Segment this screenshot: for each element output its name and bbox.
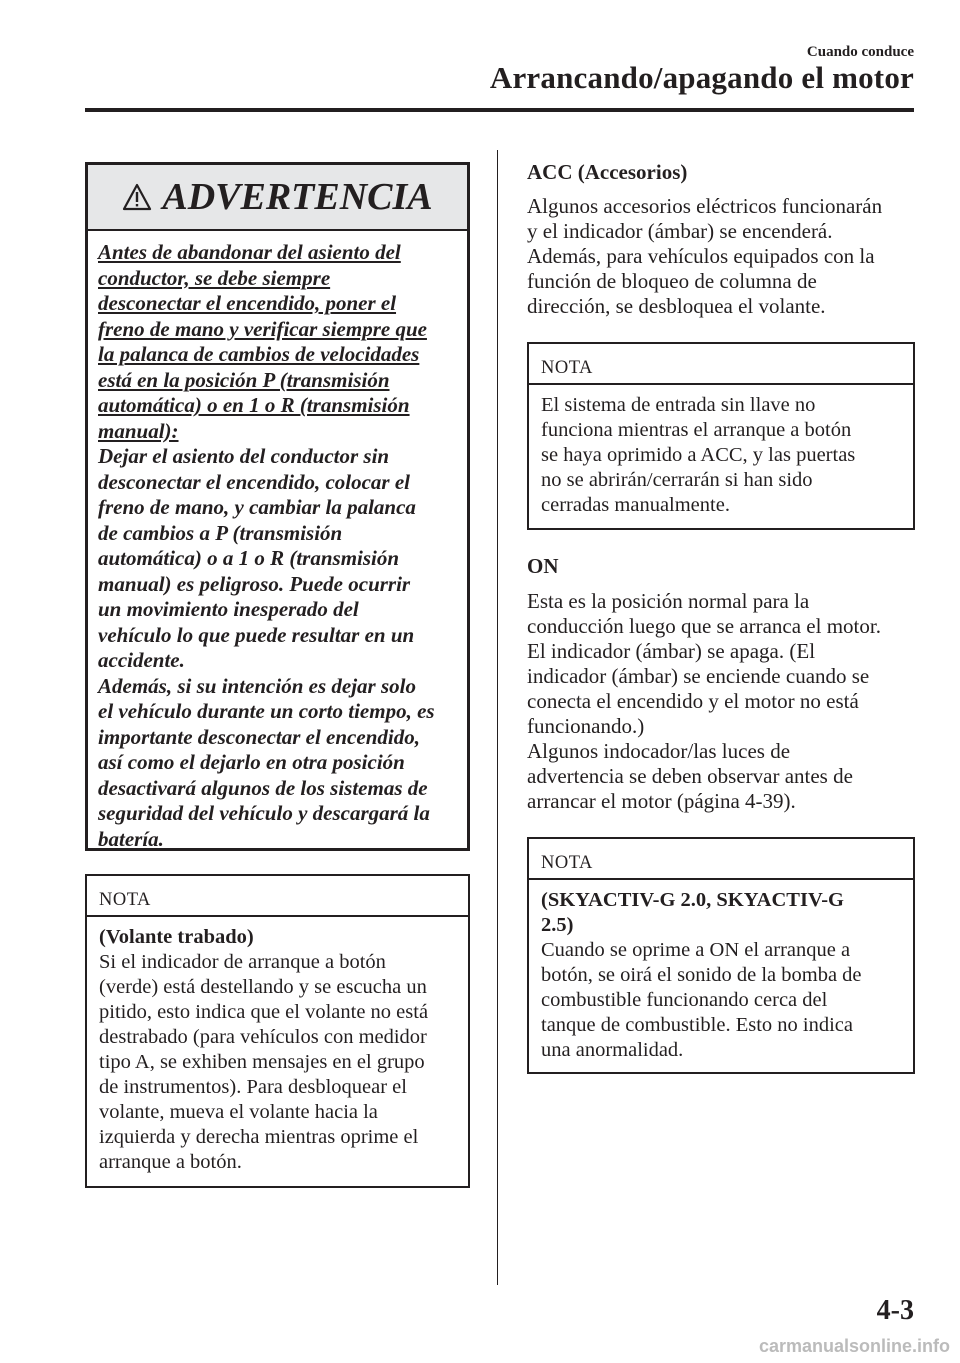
note-box-steering-locked [85, 874, 470, 1188]
note-line: arranque a botón. [99, 1151, 242, 1173]
note-line: Cuando se oprime a ON el arranque a [541, 939, 851, 961]
note-body [87, 917, 468, 1175]
note-body [529, 385, 913, 518]
acc-paragraph [527, 194, 882, 319]
warning-line: Además, si su intención es dejar solo [98, 673, 416, 698]
note-line: combustible funcionando cerca del [541, 989, 828, 1011]
note-body [529, 880, 913, 1063]
on-line: Algunos indocador/las luces de [527, 739, 791, 763]
note-box-fuel-pump [527, 837, 915, 1074]
note-subheading: 2.5) [541, 914, 574, 936]
warning-line: conductor, se debe siempre [98, 265, 331, 290]
note-line: funciona mientras el arranque a botón [541, 419, 852, 441]
on-line: Esta es la posición normal para la [527, 589, 810, 613]
warning-box [85, 162, 470, 851]
note-line: pitido, esto indica que el volante no está [99, 1001, 429, 1023]
on-line: conducción luego que se arranca el motor. [527, 614, 881, 638]
warning-line: manual) es peligroso. Puede ocurrir [98, 571, 411, 596]
on-line: indicador (ámbar) se enciende cuando se [527, 664, 870, 688]
note-line: cerradas manualmente. [541, 494, 730, 516]
warning-line: freno de mano, y cambiar la palanca [98, 495, 416, 519]
on-line: arrancar el motor (página 4-39). [527, 789, 796, 813]
section-label: Cuando conduce [806, 44, 914, 60]
note-line: una anormalidad. [541, 1039, 684, 1061]
column-divider [497, 150, 498, 1285]
note-box-keyless [527, 342, 915, 530]
on-heading: ON [527, 554, 559, 578]
note-line: destrabado (para vehículos con medidor [99, 1026, 427, 1048]
warning-line: así como el dejarlo en otra posición [98, 750, 405, 774]
note-line: tanque de combustible. Esto no indica [541, 1014, 853, 1036]
warning-line: un movimiento inesperado del [98, 597, 359, 621]
warning-line: manual): [98, 418, 179, 443]
note-line: botón, se oirá el sonido de la bomba de [541, 964, 862, 986]
note-line: no se abrirán/cerrarán si han sido [541, 469, 813, 491]
note-line: tipo A, se exhiben mensajes en el grupo [99, 1051, 425, 1073]
warning-line: seguridad del vehículo y descargará la [98, 801, 430, 825]
warning-line: desactivará algunos de los sistemas de [98, 775, 428, 800]
note-label: NOTA [87, 876, 468, 917]
warning-line: desconectar el encendido, colocar el [98, 469, 411, 494]
warning-line: freno de mano y verificar siempre que [98, 316, 427, 341]
on-line: conecta el encendido y el motor no está [527, 689, 859, 713]
note-line: de instrumentos). Para desbloquear el [99, 1076, 407, 1098]
note-line: (verde) está destellando y se escucha un [99, 976, 427, 998]
warning-line: el vehículo durante un corto tiempo, es [98, 699, 435, 723]
warning-line: vehículo lo que puede resultar en un [98, 622, 415, 647]
warning-line: Dejar el asiento del conductor sin [98, 444, 390, 468]
note-subheading: (Volante trabado) [99, 926, 254, 948]
acc-line: y el indicador (ámbar) se encenderá. [527, 219, 833, 243]
warning-line: de cambios a P (transmisión [98, 520, 343, 545]
note-line: volante, mueva el volante hacia la [99, 1101, 378, 1123]
warning-line: batería. [98, 826, 164, 851]
acc-line: dirección, se desbloquea el volante. [527, 294, 826, 318]
note-line: izquierda y derecha mientras oprime el [99, 1126, 419, 1148]
warning-line: accidente. [98, 648, 185, 672]
warning-line: la palanca de cambios de velocidades [98, 342, 420, 366]
header-rule [85, 108, 914, 112]
warning-line: desconectar el encendido, poner el [98, 291, 397, 315]
warning-line: Antes de abandonar del asiento del [98, 240, 401, 264]
warning-triangle-icon [122, 183, 152, 211]
on-line: El indicador (ámbar) se apaga. (El [527, 639, 816, 663]
note-line: se haya oprimido a ACC, y las puertas [541, 444, 856, 466]
watermark: carmanualsonline.info [758, 1336, 950, 1356]
note-label: NOTA [529, 344, 913, 385]
warning-line: está en la posición P (transmisión [98, 367, 390, 392]
acc-line: Algunos accesorios eléctricos funcionarán [527, 194, 883, 218]
acc-heading: ACC (Accesorios) [527, 160, 688, 184]
page-number: 4-3 [876, 1295, 914, 1326]
on-line: funcionando.) [527, 714, 645, 738]
warning-body [88, 231, 467, 852]
note-line: El sistema de entrada sin llave no [541, 394, 816, 416]
warning-line: automática) o en 1 o R (transmisión [98, 393, 410, 417]
note-line: Si el indicador de arranque a botón [99, 951, 386, 973]
warning-title: ADVERTENCIA [162, 176, 433, 218]
note-subheading: (SKYACTIV-G 2.0, SKYACTIV-G [541, 889, 844, 911]
warning-header [88, 165, 467, 231]
on-line: advertencia se deben observar antes de [527, 764, 853, 788]
note-label: NOTA [529, 839, 913, 880]
warning-line: automática) o a 1 o R (transmisión [98, 546, 400, 570]
acc-line: Además, para vehículos equipados con la [527, 244, 875, 268]
on-paragraph [527, 589, 881, 814]
page-title: Arrancando/apagando el motor [489, 60, 914, 95]
warning-line: importante desconectar el encendido, [98, 724, 420, 749]
acc-line: función de bloqueo de columna de [527, 269, 817, 293]
